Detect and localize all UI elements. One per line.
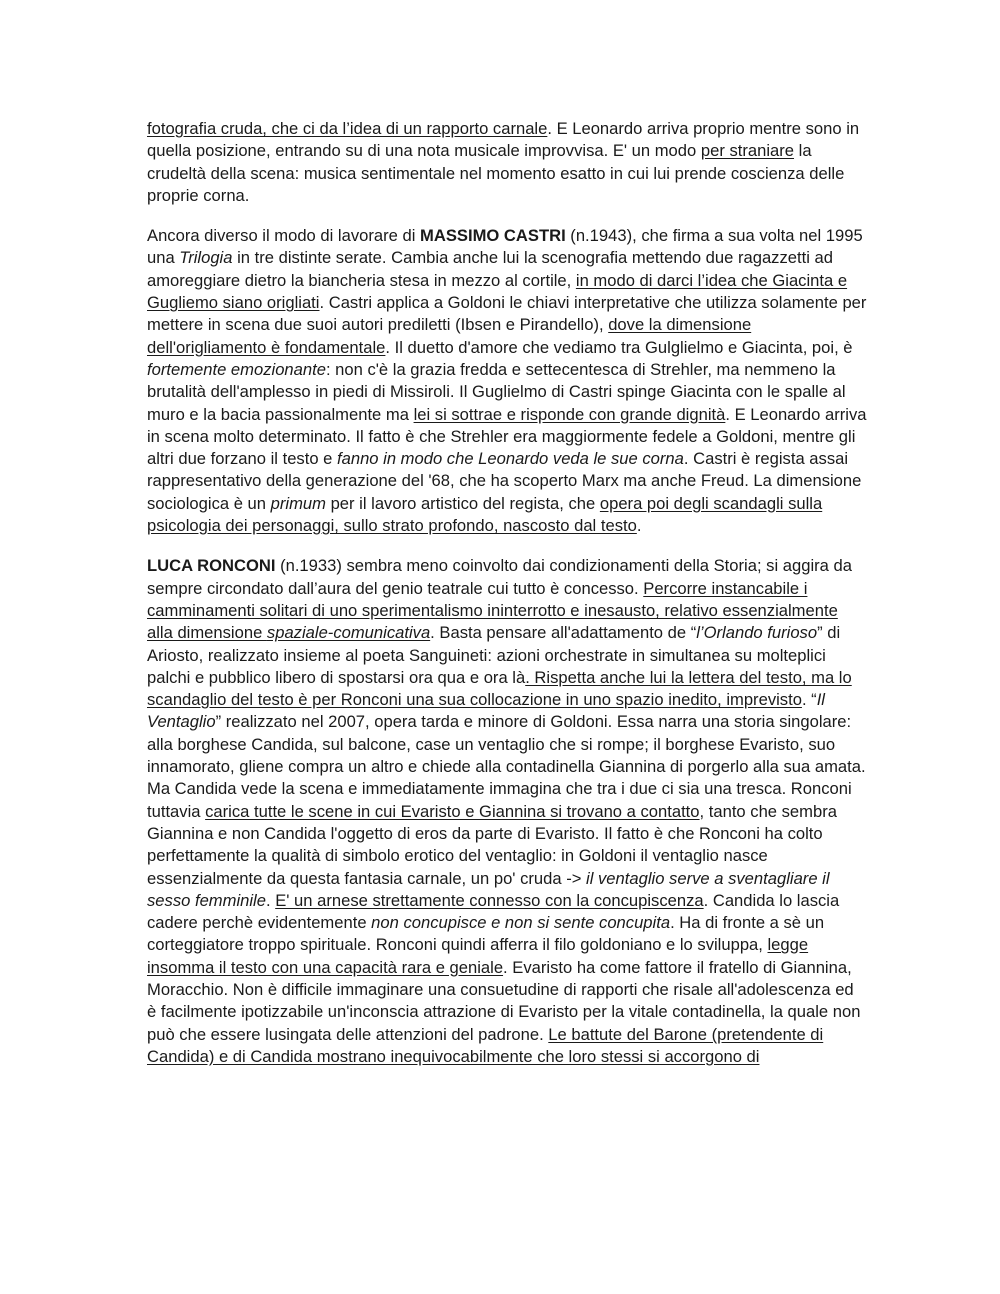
italic-phrase: fortemente emozionante — [147, 359, 326, 379]
text-run: . Castri applica a Goldoni le chiavi interpretative che utilizza solamente per mettere in scena due suoi autori prediletti (Ibsen e Pirandello), — [147, 293, 867, 335]
underlined-phrase: fotografia cruda, che ci da l’idea di un rapporto carnale — [147, 119, 548, 138]
text-run: la crudeltà della scena: musica sentimentale nel momento esatto in cui lui prende coscienza delle proprie corna. — [147, 141, 845, 205]
italic-phrase: Il Ventaglio — [147, 690, 825, 732]
text-run: . E Leonardo arriva in scena molto determinato. Il fatto è che Strehler era maggiormente fedele a Goldoni, mentre gli altri due forzano il testo e — [147, 404, 867, 469]
italic-phrase: il ventaglio serve a sventagliare il sesso femminile — [147, 868, 830, 910]
text-run: , tanto che sembra Giannina e non Candida l'oggetto di eros da parte di Evaristo. Il fatto è che Ronconi ha colto perfettamente la qualità di simbolo erotico del ventaglio: in Goldoni il ventaglio nasce essenzialmente da questa fantasia carnale, un po' cruda -> — [147, 801, 837, 888]
underlined-phrase: carica tutte le scene in cui Evaristo e Giannina si trovano a contatto — [205, 801, 700, 821]
text-run: per il lavoro artistico del regista, che — [325, 493, 600, 513]
italic-phrase: primum — [270, 493, 326, 513]
text-run: . Castri è regista assai rappresentativo della generazione del '68, che ha scoperto Marx ma anche Freud. La dimensione sociologica è un — [147, 449, 862, 513]
text-run: . Il duetto d'amore che vediamo tra Gulglielmo e Giacinta, poi, è — [385, 337, 853, 357]
underlined-phrase: opera poi degli scandagli sulla psicologia dei personaggi, sullo strato profondo, nascosto dal testo — [147, 493, 823, 536]
underlined-phrase: in modo di darci l’idea che Giacinta e Gugliemo siano origliati — [147, 270, 848, 313]
text-run: . — [265, 890, 276, 910]
underlined-phrase: E' un arnese strettamente connesso con la concupiscenza — [275, 890, 704, 910]
italic-phrase: Trilogia — [179, 248, 233, 268]
underlined-phrase: spaziale-comunicativa — [266, 623, 431, 643]
text-run: . E Leonardo arriva proprio mentre sono in quella posizione, entrando su di una nota musicale improvvisa. E' un modo — [147, 119, 860, 161]
underlined-phrase: dove la dimensione dell'origliamento è fondamentale — [147, 315, 752, 357]
underlined-phrase: per straniare — [700, 141, 795, 161]
paragraph-castri — [147, 225, 867, 537]
underlined-phrase: lei si sottrae e risponde con grande dignità — [413, 404, 726, 424]
text-run: . “ — [801, 690, 817, 710]
text-run: . — [636, 516, 642, 536]
underlined-phrase: . Rispetta anche lui la lettera del testo, ma lo scandaglio del testo è per Ronconi una sua collocazione in uno spazio inedito, imprevisto — [147, 667, 852, 710]
document-page — [147, 118, 867, 1086]
italic-phrase: non concupisce e non si sente concupita — [371, 913, 671, 933]
paragraph-ronconi — [147, 555, 867, 1068]
text-run: in tre distinte serate. Cambia anche lui la scenografia mettendo due ragazzetti ad amoreggiare dietro la biancheria stesa in mezzo al cortile, — [147, 248, 833, 290]
italic-phrase: l’Orlando furioso — [696, 623, 818, 643]
text-run: ” realizzato nel 2007, opera tarda e minore di Goldoni. Essa narra una storia singolare: alla borghese Candida, sul balcone, case un ventaglio che si rompe; il borghese Evaristo, suo innamorato, gliene compra un altro e chiede alla contadinella Giannina di porgerlo alla sua amata. Ma Candida vede la scena e immediatamente immagina che tra i due ci sia una tresca. Ronconi tuttavia — [147, 712, 866, 821]
text-run: : non c'è la grazia fredda e settecentesca di Strehler, ma nemmeno la brutalità dell'amplesso in piedi di Missiroli. Il Guglielmo di Castri spinge Giacinta con le spalle al muro e la bacia passionalmente ma — [147, 359, 846, 424]
text-run: (n.1933) sembra meno coinvolto dai condizionamenti della Storia; si aggira da sempre circondato dall’aura del genio teatrale cui tutto è concesso. — [147, 556, 852, 598]
text-run: (n.1943), che firma a sua volta nel 1995 una — [147, 226, 863, 268]
text-run: Ancora diverso il modo di lavorare di — [147, 226, 421, 246]
text-run: . Candida lo lascia cadere perchè evidentemente — [147, 890, 840, 933]
bold-name: LUCA RONCONI — [147, 556, 276, 576]
paragraph-strehler-ending — [147, 118, 867, 207]
underlined-phrase: Le battute del Barone (pretendente di Candida) e di Candida mostrano inequivocabilmente che loro stessi si accorgono di — [147, 1024, 824, 1066]
text-run: . Evaristo ha come fattore il fratello di Giannina, Moracchio. Non è difficile immaginare una consuetudine di rapporti che risale all'adolescenza ed è facilmente ipotizzabile un'inconscia attrazione di Evaristo per la vitale contadinella, la quale non può che essere lusingata delle attenzioni del padrone. — [147, 957, 861, 1044]
underlined-phrase: Percorre instancabile i camminamenti solitari di uno sperimentalismo ininterrotto e inesausto, relativo essenzialmente alla dimensione — [147, 578, 838, 643]
text-run: ” di Ariosto, realizzato insieme al poeta Sanguineti: azioni orchestrate in simultanea su molteplici palchi e pubblico libero di spostarsi ora qua e ora là — [147, 623, 841, 687]
text-run: . Ha di fronte a sè un corteggiatore troppo spirituale. Ronconi quindi afferra il filo goldoniano e lo sviluppa, — [147, 913, 825, 955]
underlined-phrase: legge insomma il testo con una capacità rara e geniale — [147, 935, 809, 977]
text-run: . Basta pensare all'adattamento de “ — [430, 623, 697, 643]
italic-phrase: fanno in modo che Leonardo veda le sue corna — [337, 449, 684, 469]
bold-name: MASSIMO CASTRI — [420, 226, 566, 246]
